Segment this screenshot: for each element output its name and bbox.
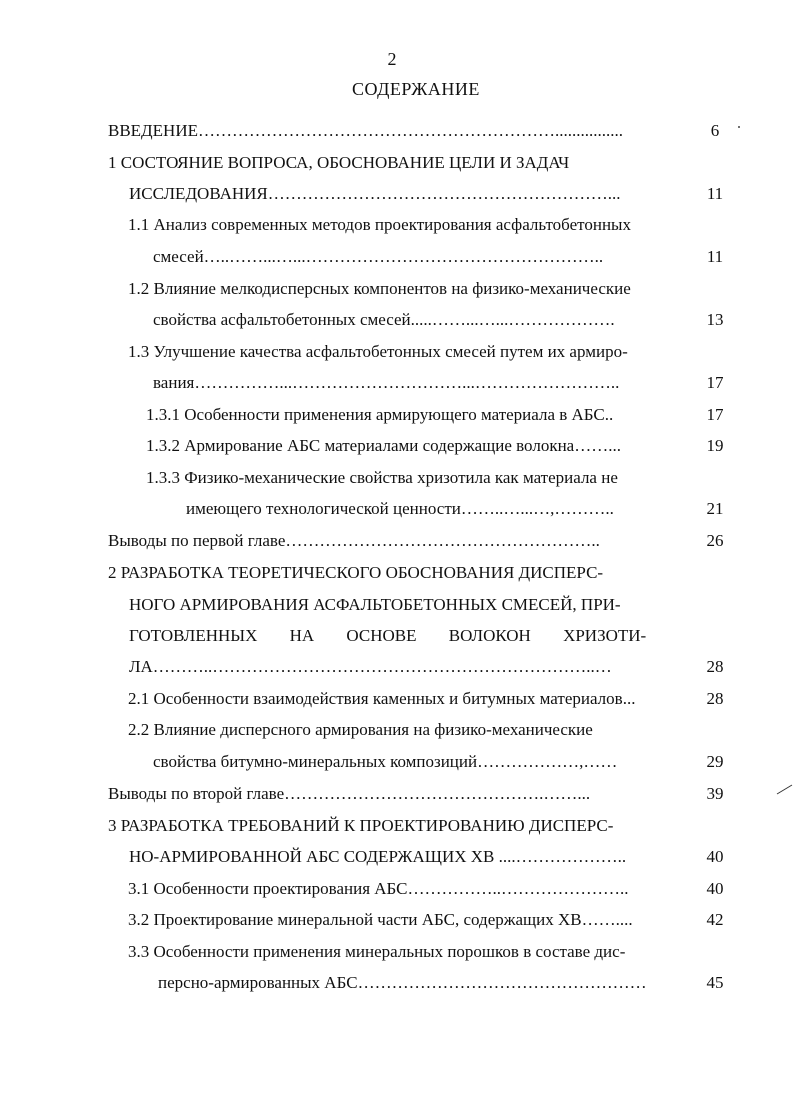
- toc-entry-page: 26: [706, 531, 724, 550]
- toc-entry-page: 11: [706, 247, 724, 266]
- toc-entry-text: 2 РАЗРАБОТКА ТЕОРЕТИЧЕСКОГО ОБОСНОВАНИЯ ДИСПЕРС-: [108, 563, 604, 582]
- toc-entry-page: 13: [706, 310, 724, 329]
- toc-entry-text: 3.2 Проектирование минеральной части АБС, содержащих ХВ……....: [128, 910, 633, 929]
- toc-entry-text: ВВЕДЕНИЕ………………………………………………………................: [108, 121, 623, 140]
- toc-entry-text: персно-армированных АБС……………………………………………: [158, 973, 647, 992]
- toc-entry-text: 1.2 Влияние мелкодисперсных компонентов на физико-механические: [128, 279, 631, 298]
- toc-entry-page: 29: [706, 752, 724, 771]
- toc-entry-text: имеющего технологической ценности……..…...…,………..: [186, 499, 614, 518]
- toc-entry-page: 40: [706, 847, 724, 866]
- toc-entry-text: 3.1 Особенности проектирования АБС……………..…………………..: [128, 879, 629, 898]
- page-number: 2: [387, 49, 397, 69]
- toc-entry-page: 39: [706, 784, 724, 803]
- toc-entry-page: 40: [706, 879, 724, 898]
- toc-entry-text: 1 СОСТОЯНИЕ ВОПРОСА, ОБОСНОВАНИЕ ЦЕЛИ И ЗАДАЧ: [108, 153, 570, 172]
- toc-entry-page: 17: [706, 373, 724, 392]
- page-title: СОДЕРЖАНИЕ: [352, 79, 480, 99]
- toc-entry-page: 28: [706, 689, 724, 708]
- toc-entry-text: 3 РАЗРАБОТКА ТРЕБОВАНИЙ К ПРОЕКТИРОВАНИЮ ДИСПЕРС-: [108, 816, 614, 835]
- toc-entry-page: 28: [706, 657, 724, 676]
- scan-speck-mark: [736, 124, 742, 130]
- toc-entry-text: НОГО АРМИРОВАНИЯ АСФАЛЬТОБЕТОННЫХ СМЕСЕЙ, ПРИ-: [129, 595, 621, 614]
- toc-entry-text: ИССЛЕДОВАНИЯ……………………………………………………...: [129, 184, 621, 203]
- toc-entry-text: 1.3.3 Физико-механические свойства хризотила как материала не: [146, 468, 618, 487]
- toc-entry-text: 1.3.1 Особенности применения армирующего материала в АБС..: [146, 405, 614, 424]
- toc-entry-text: свойства асфальтобетонных смесей.....……...…...……………….: [153, 310, 615, 329]
- toc-entry-text: Выводы по первой главе………………………………………………..: [108, 531, 600, 550]
- toc-entry-page: 17: [706, 405, 724, 424]
- toc-entry-text: ЛА………..…………………………………………………………..…: [129, 657, 612, 676]
- toc-entry-page: 19: [706, 436, 724, 455]
- toc-entry-page: 6: [710, 121, 720, 140]
- toc-entry-text: свойства битумно-минеральных композиций………………,……: [153, 752, 618, 771]
- toc-entry-text: 1.3 Улучшение качества асфальтобетонных смесей путем их армиро-: [128, 342, 628, 361]
- toc-entry-page: 42: [706, 910, 724, 929]
- toc-entry-text: смесей…..……...…...……………………………………………..: [153, 247, 604, 266]
- toc-entry-page: 21: [706, 499, 724, 518]
- toc-entry-page: 45: [706, 973, 724, 992]
- toc-entry-page: 11: [706, 184, 724, 203]
- pen-stroke-mark: [776, 782, 794, 796]
- toc-entry-text: 1.3.2 Армирование АБС материалами содержащие волокна……...: [146, 436, 621, 455]
- toc-entry-text: НО-АРМИРОВАННОЙ АБС СОДЕРЖАЩИХ ХВ ....………………..: [129, 847, 627, 866]
- toc-entry-text: вания……………...…………………………...……………………..: [153, 373, 620, 392]
- toc-entry-text: 2.2 Влияние дисперсного армирования на физико-механические: [128, 720, 593, 739]
- toc-entry-text: 2.1 Особенности взаимодействия каменных и битумных материалов...: [128, 689, 636, 708]
- toc-entry-text: Выводы по второй главе……………………………………….……...: [108, 784, 591, 803]
- toc-entry-text: 1.1 Анализ современных методов проектирования асфальтобетонных: [128, 215, 631, 234]
- toc-entry-text: ГОТОВЛЕННЫХ НА ОСНОВЕ ВОЛОКОН ХРИЗОТИ-: [129, 626, 647, 645]
- toc-entry-text: 3.3 Особенности применения минеральных порошков в составе дис-: [128, 942, 626, 961]
